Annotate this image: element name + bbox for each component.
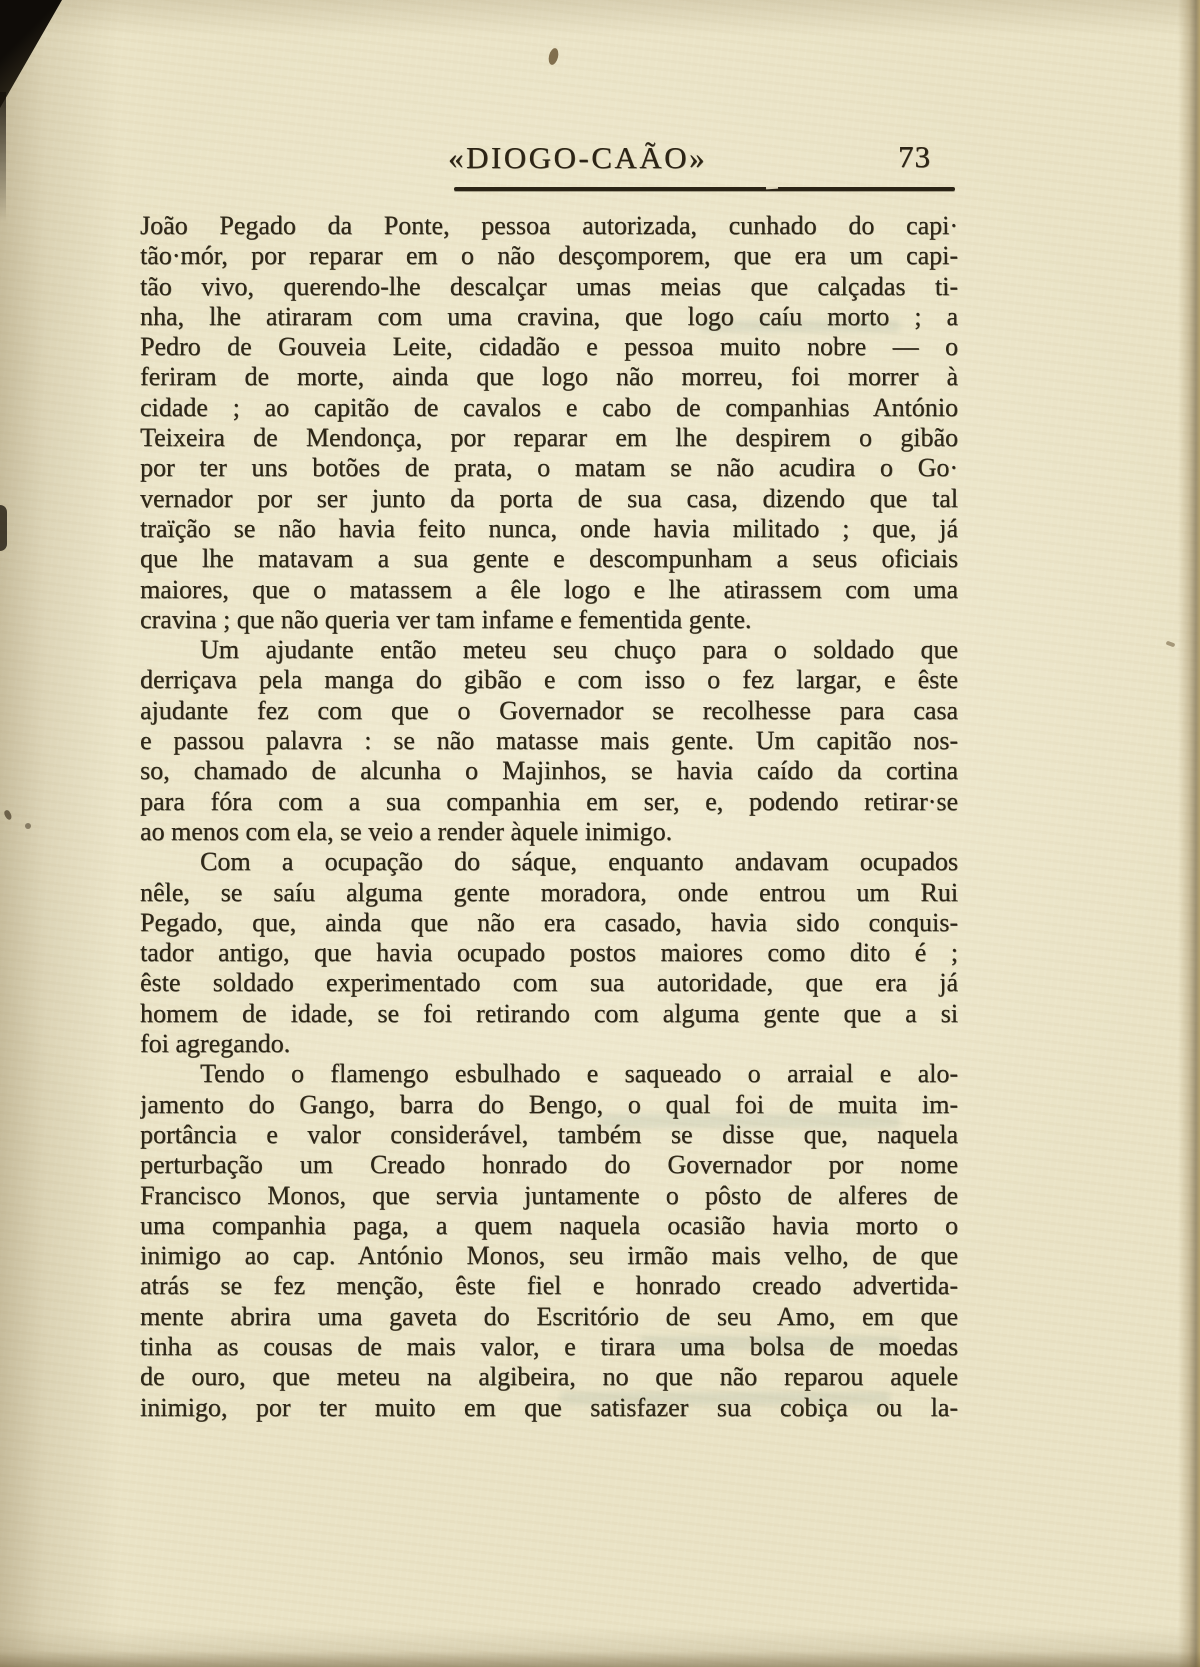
text-line: tinha as cousas de mais valor, e tirara uma bolsa de moedas [140, 1331, 958, 1361]
text-line: tador antigo, que havia ocupado postos maiores como dito é ; [140, 938, 958, 968]
text-line: ao menos com ela, se veio a render àquele inimigo. [140, 816, 673, 846]
text-line: foi agregando. [140, 1029, 291, 1059]
page-number: 73 [898, 139, 931, 174]
text-line: Francisco Monos, que servia juntamente o pôsto de alferes de [140, 1180, 958, 1210]
running-title: «DIOGO-CAÃO» [448, 140, 708, 175]
text-line: mente abrira uma gaveta do Escritório de seu Amo, em que [140, 1301, 958, 1331]
text-line: Teixeira de Mendonça, por reparar em lhe despirem o gibão [140, 423, 958, 453]
text-line: por ter uns botões de prata, o matam se não acudira o Go· [140, 453, 958, 483]
text-line: inimigo ao cap. António Monos, seu irmão mais velho, de que [140, 1241, 958, 1271]
text-line: Pegado, que, ainda que não era casado, havia sido conquis- [140, 907, 958, 937]
text-line: traïção se não havia feito nunca, onde havia militado ; que, já [140, 513, 958, 543]
text-line: vernador por ser junto da porta de sua casa, dizendo que tal [140, 483, 958, 513]
text-line: cidade ; ao capitão de cavalos e cabo de companhias António [140, 392, 958, 422]
text-line: so, chamado de alcunha o Majinhos, se havia caído da cortina [140, 756, 958, 786]
text-line: portância e valor considerável, também se disse que, naquela [140, 1119, 958, 1149]
text-line: Um ajudante então meteu seu chuço para o soldado que [200, 635, 958, 665]
header-rule [454, 187, 955, 191]
text-line: derriçava pela manga do gibão e com isso o fez largar, e êste [140, 665, 958, 695]
paper-stain [25, 823, 31, 829]
text-line: perturbação um Creado honrado do Governador por nome [140, 1150, 958, 1180]
paper-stain [1166, 641, 1176, 648]
text-line: ajudante fez com que o Governador se recolhesse para casa [140, 695, 958, 725]
scan-corner-shadow [0, 0, 62, 108]
text-line: tão vivo, querendo-lhe descalçar umas meias que calçadas ti- [140, 271, 958, 301]
text-line: feriram de morte, ainda que logo não morreu, foi morrer à [140, 362, 958, 392]
scan-edge-mark [0, 505, 7, 551]
text-line: tão·mór, por reparar em o não desçomporem, que era um capi- [140, 241, 958, 271]
text-line: cravina ; que não queria ver tam infame e fementida gente. [140, 604, 752, 634]
paper-stain [3, 809, 13, 821]
text-line: atrás se fez menção, êste fiel e honrado creado advertida- [140, 1271, 958, 1301]
text-line: João Pegado da Ponte, pessoa autorizada, cunhado do capi· [140, 211, 958, 240]
text-line: maiores, que o matassem a êle logo e lhe atirassem com uma [140, 574, 958, 604]
text-line: que lhe matavam a sua gente e descompunham a seus oficiais [140, 544, 958, 574]
page-body [140, 211, 958, 1423]
scan-edge-smudge [0, 92, 6, 222]
text-line: nêle, se saíu alguma gente moradora, onde entrou um Rui [140, 877, 958, 907]
paper-stain [547, 47, 560, 66]
text-line: nha, lhe atiraram com uma cravina, que logo caíu morto ; a [140, 301, 958, 331]
text-line: homem de idade, se foi retirando com alguma gente que a si [140, 998, 958, 1028]
text-line: inimigo, por ter muito em que satisfazer sua cobiça ou la- [140, 1392, 958, 1422]
text-line: Tendo o flamengo esbulhado e saqueado o arraial e alo- [200, 1059, 958, 1089]
text-line: jamento do Gango, barra do Bengo, o qual foi de muita im- [140, 1089, 958, 1119]
rule-nick [766, 186, 778, 190]
text-line: de ouro, que meteu na algibeira, no que não reparou aquele [140, 1362, 958, 1392]
text-line: Pedro de Gouveia Leite, cidadão e pessoa muito nobre — o [140, 332, 958, 362]
text-line: Com a ocupação do sáque, enquanto andavam ocupados [200, 847, 958, 877]
text-line: e passou palavra : se não matasse mais gente. Um capitão nos- [140, 726, 958, 756]
text-line: para fóra com a sua companhia em ser, e, podendo retirar·se [140, 786, 958, 816]
text-line: uma companhia paga, a quem naquela ocasião havia morto o [140, 1210, 958, 1240]
text-line: êste soldado experimentado com sua autoridade, que era já [140, 968, 958, 998]
page-bottom-edge [0, 1651, 1200, 1667]
page-right-edge [1178, 0, 1200, 1667]
